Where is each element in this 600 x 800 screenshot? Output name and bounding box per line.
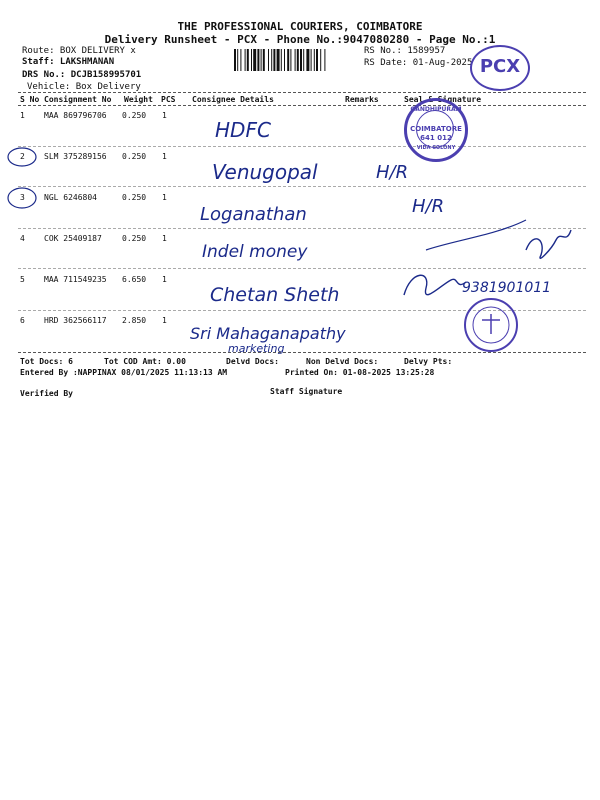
row1-sno: 1 — [20, 111, 25, 120]
row6-consignee-handwriting-line2: marketing — [228, 342, 285, 355]
col-header-consignment: Consignment No — [44, 95, 112, 104]
row6-weight: 2.850 — [122, 316, 147, 325]
row5-pcs: 1 — [162, 275, 167, 284]
row2-pcs: 1 — [162, 152, 167, 161]
printed-on: Printed On: 01-08-2025 13:25:28 — [285, 368, 435, 377]
col-header-remarks: Remarks — [345, 95, 379, 104]
row4-consignment: COK 25409187 — [44, 234, 102, 243]
runsheet-subtitle: Delivery Runsheet - PCX - Phone No.:9047080280 - Page No.:1 — [104, 33, 496, 46]
header-rule-top — [18, 92, 586, 93]
coimbatore-stamp-colony: VIDA COLONY — [416, 145, 456, 151]
pcx-stamp-text: PCX — [479, 56, 521, 77]
row6-consignee-handwriting: Sri Mahaganapathy — [190, 324, 346, 343]
row1-consignment: MAA 869796706 — [44, 111, 107, 120]
row3-consignment: NGL 6246804 — [44, 193, 97, 202]
col-header-weight: Weight — [124, 95, 153, 104]
row1-pcs: 1 — [162, 111, 167, 120]
row2-rule — [18, 186, 586, 187]
row4-pcs: 1 — [162, 234, 167, 243]
hand-circle-marks — [4, 146, 40, 216]
company-title: THE PROFESSIONAL COURIERS, COIMBATORE — [177, 20, 423, 33]
signature-scribbles — [396, 210, 586, 360]
coimbatore-stamp-area: GANDHIPURAM — [410, 106, 462, 113]
row2-sno: 2 — [20, 152, 25, 161]
row4-weight: 0.250 — [122, 234, 147, 243]
row6-pcs: 1 — [162, 316, 167, 325]
row3-pcs: 1 — [162, 193, 167, 202]
coimbatore-stamp — [404, 98, 468, 162]
row5-weight: 6.650 — [122, 275, 147, 284]
row4-sno: 4 — [20, 234, 25, 243]
drs-number: DRS No.: DCJB158995701 — [22, 70, 142, 80]
pcx-stamp — [470, 45, 530, 91]
col-header-pcs: PCS — [161, 95, 176, 104]
row5-consignment: MAA 711549235 — [44, 275, 107, 284]
row2-consignee-handwriting: Venugopal — [212, 160, 318, 184]
col-header-consignee: Consignee Details — [192, 95, 274, 104]
total-docs: Tot Docs: 6 — [20, 357, 73, 366]
row5-sno: 5 — [20, 275, 25, 284]
coimbatore-stamp-city: COIMBATORE — [410, 125, 462, 133]
col-header-seal: Seal & Signature — [404, 95, 482, 104]
delivery-points: Delvy Pts: — [404, 357, 453, 366]
row4-consignee-handwriting: Indel money — [202, 242, 308, 262]
row6-sno: 6 — [20, 316, 25, 325]
verified-by: Verified By — [20, 389, 73, 398]
route-label: Route: BOX DELIVERY x — [22, 46, 136, 56]
barcode-image — [234, 49, 356, 71]
row3-weight: 0.250 — [122, 193, 147, 202]
row1-weight: 0.250 — [122, 111, 147, 120]
row3-remarks-handwriting: H/R — [412, 196, 445, 217]
row2-remarks-handwriting: H/R — [376, 162, 409, 183]
rs-number: RS No.: 1589957 — [364, 46, 446, 56]
col-header-sno: S No — [20, 95, 40, 104]
entered-by: Entered By :NAPPINAX 08/01/2025 11:13:13 AM — [20, 368, 228, 377]
staff-label: Staff: LAKSHMANAN — [22, 57, 115, 67]
coimbatore-stamp-pin: 641 012 — [420, 134, 452, 142]
row1-rule — [18, 146, 586, 147]
non-delivered-docs: Non Delvd Docs: — [306, 357, 379, 366]
row6-consignment: HRD 362566117 — [44, 316, 107, 325]
row2-consignment: SLM 375289156 — [44, 152, 107, 161]
row3-sno: 3 — [20, 193, 25, 202]
vehicle-label: Vehicle: Box Delivery — [27, 82, 141, 92]
header-rule-bottom — [18, 105, 586, 106]
staff-signature-label: Staff Signature — [270, 387, 343, 396]
row5-consignee-handwriting: Chetan Sheth — [210, 284, 340, 306]
rs-date: RS Date: 01-Aug-2025 — [364, 58, 473, 68]
row2-weight: 0.250 — [122, 152, 147, 161]
total-cod-amount: Tot COD Amt: 0.00 — [104, 357, 186, 366]
delivered-docs: Delvd Docs: — [226, 357, 279, 366]
row1-consignee-handwriting: HDFC — [215, 118, 271, 142]
row3-consignee-handwriting: Loganathan — [200, 204, 307, 225]
row5-phone-handwriting: 9381901011 — [462, 280, 552, 296]
